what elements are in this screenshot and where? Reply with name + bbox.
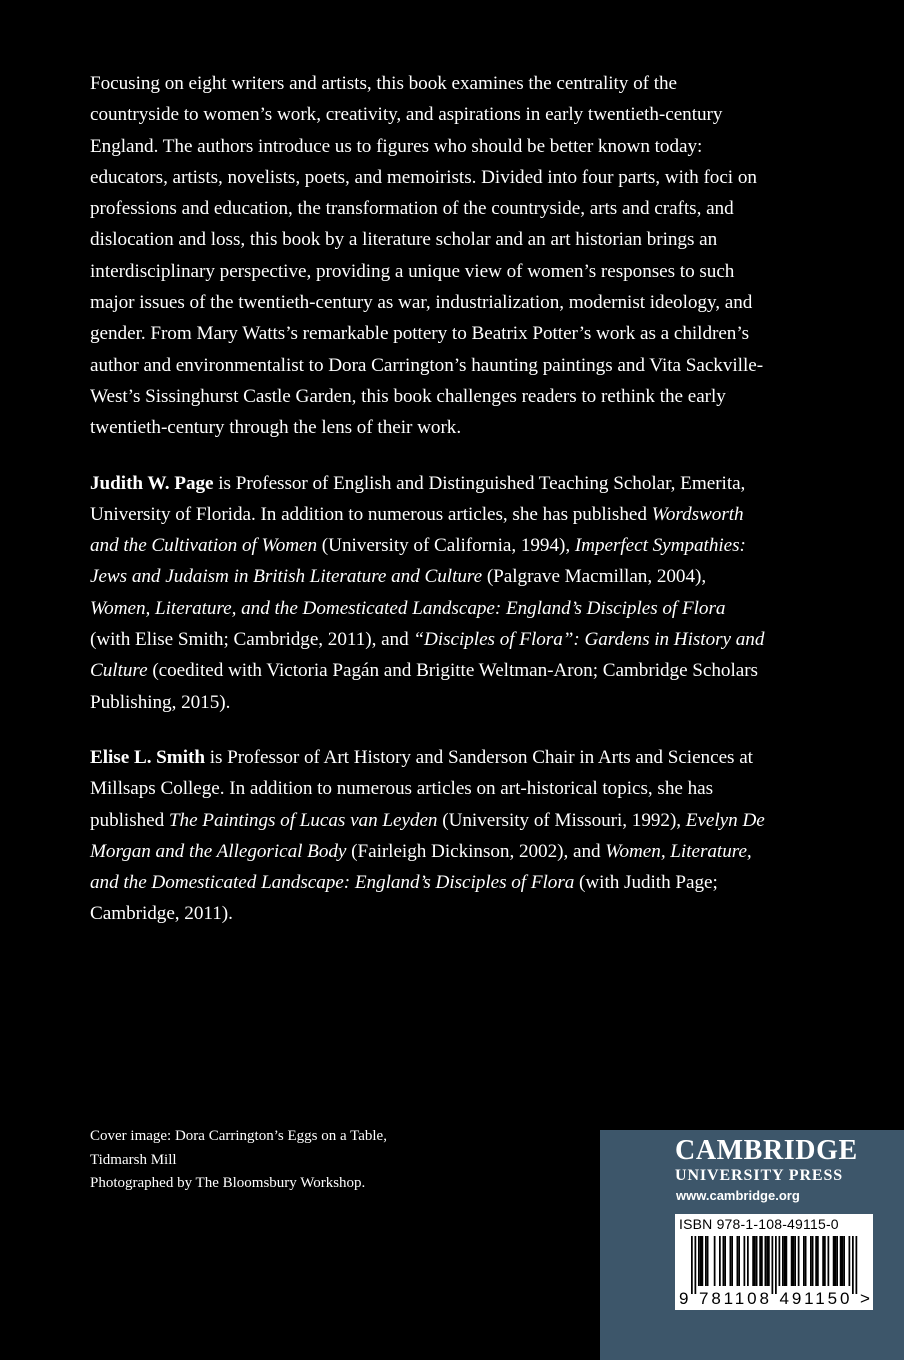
barcode-bar xyxy=(798,1236,800,1286)
barcode-bar xyxy=(849,1236,851,1286)
credit-line: Tidmarsh Mill xyxy=(90,1151,177,1168)
barcode-bar xyxy=(856,1236,858,1294)
barcode-bar xyxy=(768,1236,770,1286)
book-title: Imperfect Sympathies: Jews and Judaism in British Literature and Culture xyxy=(90,535,746,588)
barcode-bar xyxy=(705,1236,707,1286)
barcode-bar xyxy=(833,1236,835,1286)
barcode-bar xyxy=(700,1236,702,1286)
author-bio-judith-page xyxy=(90,468,770,718)
book-description: Focusing on eight writers and artists, this book examines the centrality of the countryside to women’s work, creativity, and aspirations in early twentieth-century England. The authors introduce us to figures who should be better known today: educators, artists, novelists, poets, and memoirists. Divided into four parts, with foci on professions and education, the transformation of the countryside, arts and crafts, and dislocation and loss, this book by a literature scholar and an art historian brings an interdisciplinary perspective, providing a unique view of women’s responses to such major issues of the twentieth-century as war, industrialization, modernist ideology, and gender. From Mary Watts’s remarkable pottery to Beatrix Potter’s work as a children’s author and environmentalist to Dora Carrington’s haunting paintings and Vita Sackville-West’s Sissinghurst Castle Garden, this book challenges readers to rethink the early twentieth-century through the lens of their work. xyxy=(90,73,764,439)
barcode-bar xyxy=(843,1236,845,1286)
barcode-bar xyxy=(761,1236,763,1286)
book-title: Women, Literature, and the Domesticated Landscape: England’s Disciples of Flora xyxy=(90,840,752,894)
isbn-barcode xyxy=(675,1214,873,1310)
barcode-bar xyxy=(747,1236,749,1286)
barcode-bar xyxy=(737,1236,739,1286)
book-title: Evelyn De Morgan and the Allegorical Body xyxy=(90,809,765,862)
barcode-bar xyxy=(782,1236,784,1286)
bio-text: (with Elise Smith; Cambridge, 2011), and xyxy=(90,629,414,651)
barcode-bar xyxy=(766,1236,768,1286)
bio-text: (with Judith Page; Cambridge, 2011). xyxy=(90,872,718,925)
bio-text: (University of California, 1994), xyxy=(317,535,575,557)
bio-text: (Palgrave Macmillan, 2004), xyxy=(482,566,707,588)
bio-text: (Fairleigh Dickinson, 2002), and xyxy=(346,840,606,862)
barcode-bar xyxy=(779,1236,781,1286)
barcode-bar xyxy=(786,1236,788,1286)
barcode-bar xyxy=(822,1236,824,1286)
barcode-bar xyxy=(793,1236,795,1286)
bio-text: is Professor of English and Distinguished Teaching Scholar, Emerita, University of Florida. In addition to numerous articles, she has published xyxy=(90,472,746,525)
book-title: Wordsworth and the Cultivation of Women xyxy=(90,503,744,557)
barcode-bar xyxy=(794,1236,796,1286)
back-cover-text xyxy=(90,68,770,954)
barcode-bar xyxy=(744,1236,746,1286)
barcode-bar xyxy=(754,1236,756,1286)
book-title: “Disciples of Flora”: Gardens in History and Culture xyxy=(90,629,765,682)
barcode-bar xyxy=(698,1236,700,1286)
barcode-bar xyxy=(842,1236,844,1286)
barcode-bar xyxy=(828,1236,830,1286)
author-bio-elise-smith xyxy=(90,742,770,930)
barcode-bar xyxy=(840,1236,842,1286)
barcode-bar xyxy=(817,1236,819,1286)
bio-text: (University of Missouri, 1992), xyxy=(437,809,686,831)
barcode-bar xyxy=(738,1236,740,1286)
author-name: Elise L. Smith xyxy=(90,746,205,768)
isbn-label: ISBN 978-1-108-49115-0 xyxy=(679,1216,839,1232)
barcode-bar xyxy=(765,1236,767,1286)
author-name: Judith W. Page xyxy=(90,472,214,494)
barcode-bar xyxy=(836,1236,838,1286)
barcode-bar xyxy=(723,1236,725,1286)
barcode-bar xyxy=(810,1236,812,1286)
barcode-bar xyxy=(791,1236,793,1286)
barcode-bar xyxy=(784,1236,786,1286)
barcode-bar xyxy=(835,1236,837,1286)
barcode-bar xyxy=(730,1236,732,1286)
credit-line: Cover image: Dora Carrington’s Eggs on a Table, xyxy=(90,1128,387,1144)
barcode-bar xyxy=(824,1236,826,1286)
barcode-bar xyxy=(719,1236,721,1286)
bio-text: (coedited with Victoria Pagán and Brigitte Weltman-Aron; Cambridge Scholars Publishing, 2015). xyxy=(90,660,758,713)
credit-line: Photographed by The Bloomsbury Workshop. xyxy=(90,1175,366,1191)
book-title: Women, Literature, and the Domesticated Landscape: England’s Disciples of Flora xyxy=(90,597,726,619)
publisher-url: www.cambridge.org xyxy=(676,1188,800,1203)
barcode-bar xyxy=(714,1236,716,1286)
barcode-bar xyxy=(803,1236,805,1286)
publisher-name: CAMBRIDGE xyxy=(675,1135,858,1166)
barcode-bar xyxy=(756,1236,758,1286)
barcode-bar xyxy=(707,1236,709,1286)
barcode-bar xyxy=(772,1236,774,1294)
cover-image-credit xyxy=(90,1125,387,1196)
barcode-bar xyxy=(702,1236,704,1286)
barcode-bar xyxy=(695,1236,697,1294)
bio-text: is Professor of Art History and Sanderson Chair in Arts and Sciences at Millsaps College. In addition to numerous articles on art-historical topics, she has published xyxy=(90,746,753,831)
ean-digits: 9 781108 491150 > xyxy=(679,1289,873,1308)
barcode-bar xyxy=(852,1236,854,1294)
barcode-bar xyxy=(759,1236,761,1286)
barcode-bar xyxy=(815,1236,817,1286)
barcode-bar xyxy=(731,1236,733,1286)
barcode-bar xyxy=(805,1236,807,1286)
barcode-bar xyxy=(812,1236,814,1286)
barcode-bar xyxy=(691,1236,693,1294)
barcode-bar xyxy=(752,1236,754,1286)
book-title: The Paintings of Lucas van Leyden xyxy=(168,809,438,831)
barcode-bar xyxy=(724,1236,726,1286)
barcode-bar xyxy=(775,1236,777,1294)
publisher-subtitle: UNIVERSITY PRESS xyxy=(675,1167,844,1184)
